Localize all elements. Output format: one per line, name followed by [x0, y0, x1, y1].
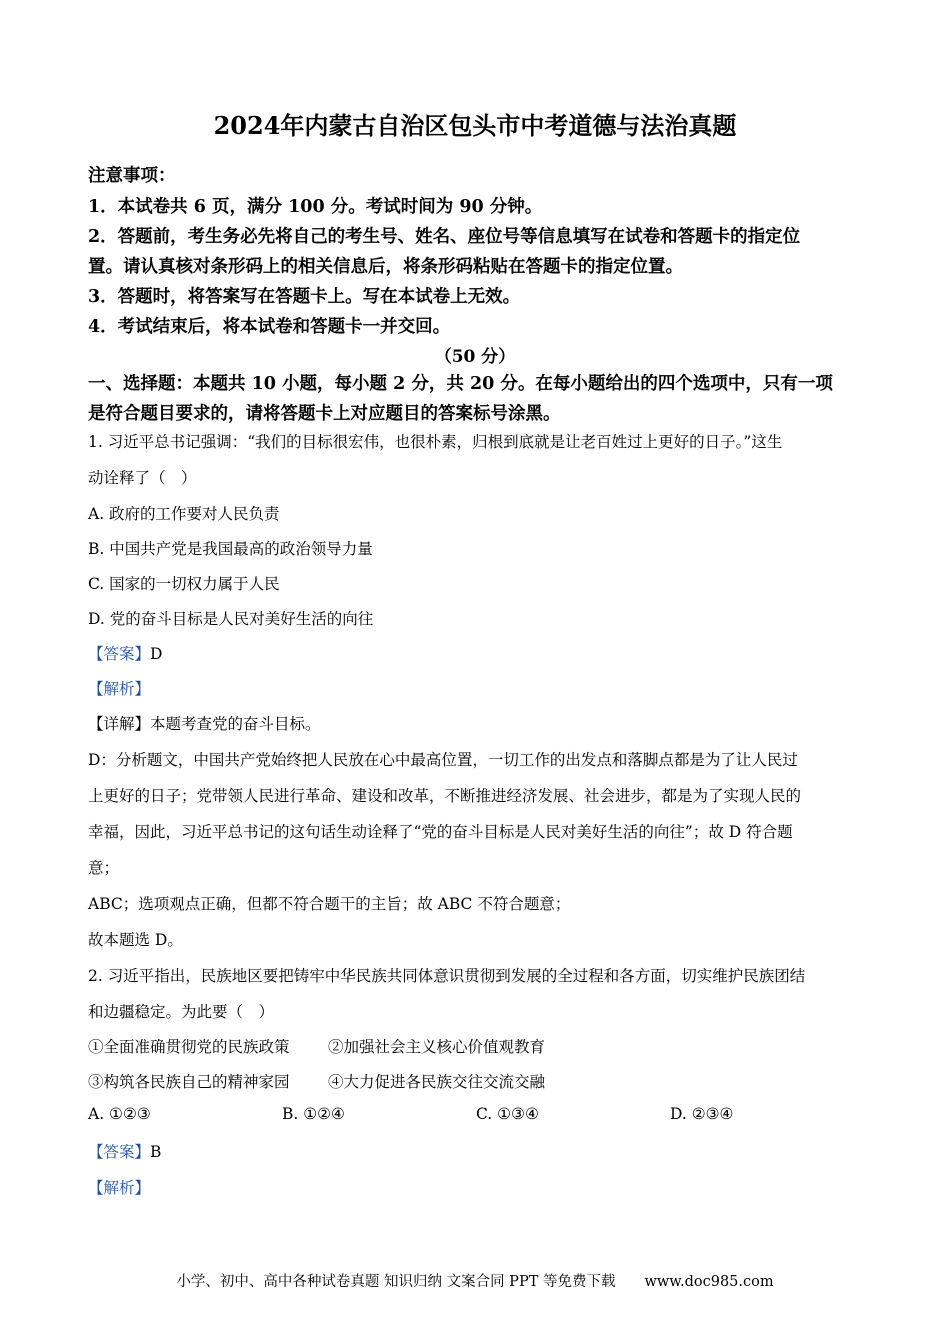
- q1-option-d: D. 党的奋斗目标是人民对美好生活的向往: [88, 610, 374, 628]
- q2-option-c: C. ①③④: [476, 1105, 539, 1123]
- q2-stem-cont: 和边疆稳定。为此要（ ）: [88, 1003, 275, 1021]
- q1-option-c: C. 国家的一切权力属于人民: [88, 575, 280, 593]
- q1-stem-cont: 动诠释了（ ）: [88, 469, 197, 487]
- notice-item: 置。请认真核对条形码上的相关信息后，将条形码粘贴在答题卡的指定位置。: [88, 257, 683, 277]
- page-footer: 小学、初中、高中各种试卷真题 知识归纳 文案合同 PPT 等免费下载 www.doc985.com: [176, 1274, 774, 1290]
- q1-explain-line: 故本题选 D。: [88, 931, 183, 949]
- detail-tag: 【详解】: [88, 715, 151, 733]
- q2-item: ①全面准确贯彻党的民族政策: [88, 1038, 290, 1056]
- q1-explain-line: ABC；选项观点正确，但都不符合题干的主旨；故 ABC 不符合题意；: [88, 895, 571, 913]
- notice-item: 3．答题时，将答案写在答题卡上。写在本试卷上无效。: [88, 287, 521, 307]
- score-label: （50 分）: [434, 347, 516, 367]
- section-heading: 一、选择题：本题共 10 小题，每小题 2 分，共 20 分。在每小题给出的四个选项中，只有一项: [88, 374, 833, 394]
- q1-option-b: B. 中国共产党是我国最高的政治领导力量: [88, 540, 373, 558]
- section-heading-cont: 是符合题目要求的，请将答题卡上对应题目的答案标号涂黑。: [88, 404, 561, 424]
- answer-value: B: [150, 1143, 162, 1161]
- q1-stem: 1. 习近平总书记强调：“我们的目标很宏伟，也很朴素，归根到底就是让老百姓过上更好的日子。”这生: [88, 433, 783, 451]
- q1-detail: [88, 712, 321, 734]
- q1-option-a: A. 政府的工作要对人民负责: [88, 505, 280, 523]
- q2-item: ④大力促进各民族交往交流交融: [328, 1073, 546, 1091]
- q1-explain-line: 意；: [88, 859, 120, 877]
- notice-item: 2．答题前，考生务必先将自己的考生号、姓名、座位号等信息填写在试卷和答题卡的指定位: [88, 227, 801, 247]
- q2-option-a: A. ①②③: [88, 1105, 151, 1123]
- notice-item: 4．考试结束后，将本试卷和答题卡一并交回。: [88, 317, 451, 337]
- q1-analysis-tag: 【解析】: [88, 680, 151, 698]
- notice-item: 1．本试卷共 6 页，满分 100 分。考试时间为 90 分钟。: [88, 197, 543, 217]
- q2-option-b: B. ①②④: [282, 1105, 345, 1123]
- q2-item: ②加强社会主义核心价值观教育: [328, 1038, 546, 1056]
- detail-intro: 本题考查党的奋斗目标。: [150, 715, 321, 733]
- q1-explain-line: 上更好的日子；党带领人民进行革命、建设和改革，不断推进经济发展、社会进步，都是为了实现人民的: [88, 787, 802, 805]
- notice-heading: 注意事项：: [88, 166, 176, 186]
- answer-tag: 【答案】: [88, 645, 151, 663]
- q1-answer: [88, 642, 162, 664]
- q1-explain-line: 幸福，因此，习近平总书记的这句话生动诠释了“党的奋斗目标是人民对美好生活的向往”；故 D 符合题: [88, 823, 793, 841]
- q2-answer: [88, 1140, 161, 1162]
- answer-value: D: [150, 645, 163, 663]
- exam-title: 2024年内蒙古自治区包头市中考道德与法治真题: [213, 111, 737, 140]
- q2-analysis-tag: 【解析】: [88, 1179, 151, 1197]
- answer-tag: 【答案】: [88, 1143, 151, 1161]
- q2-option-d: D. ②③④: [670, 1105, 734, 1123]
- q2-item: ③构筑各民族自己的精神家园: [88, 1073, 290, 1091]
- q2-stem: 2. 习近平指出，民族地区要把铸牢中华民族共同体意识贯彻到发展的全过程和各方面，切实维护民族团结: [88, 967, 806, 985]
- q1-explain-line: D：分析题文，中国共产党始终把人民放在心中最高位置，一切工作的出发点和落脚点都是为了让人民过: [88, 751, 798, 769]
